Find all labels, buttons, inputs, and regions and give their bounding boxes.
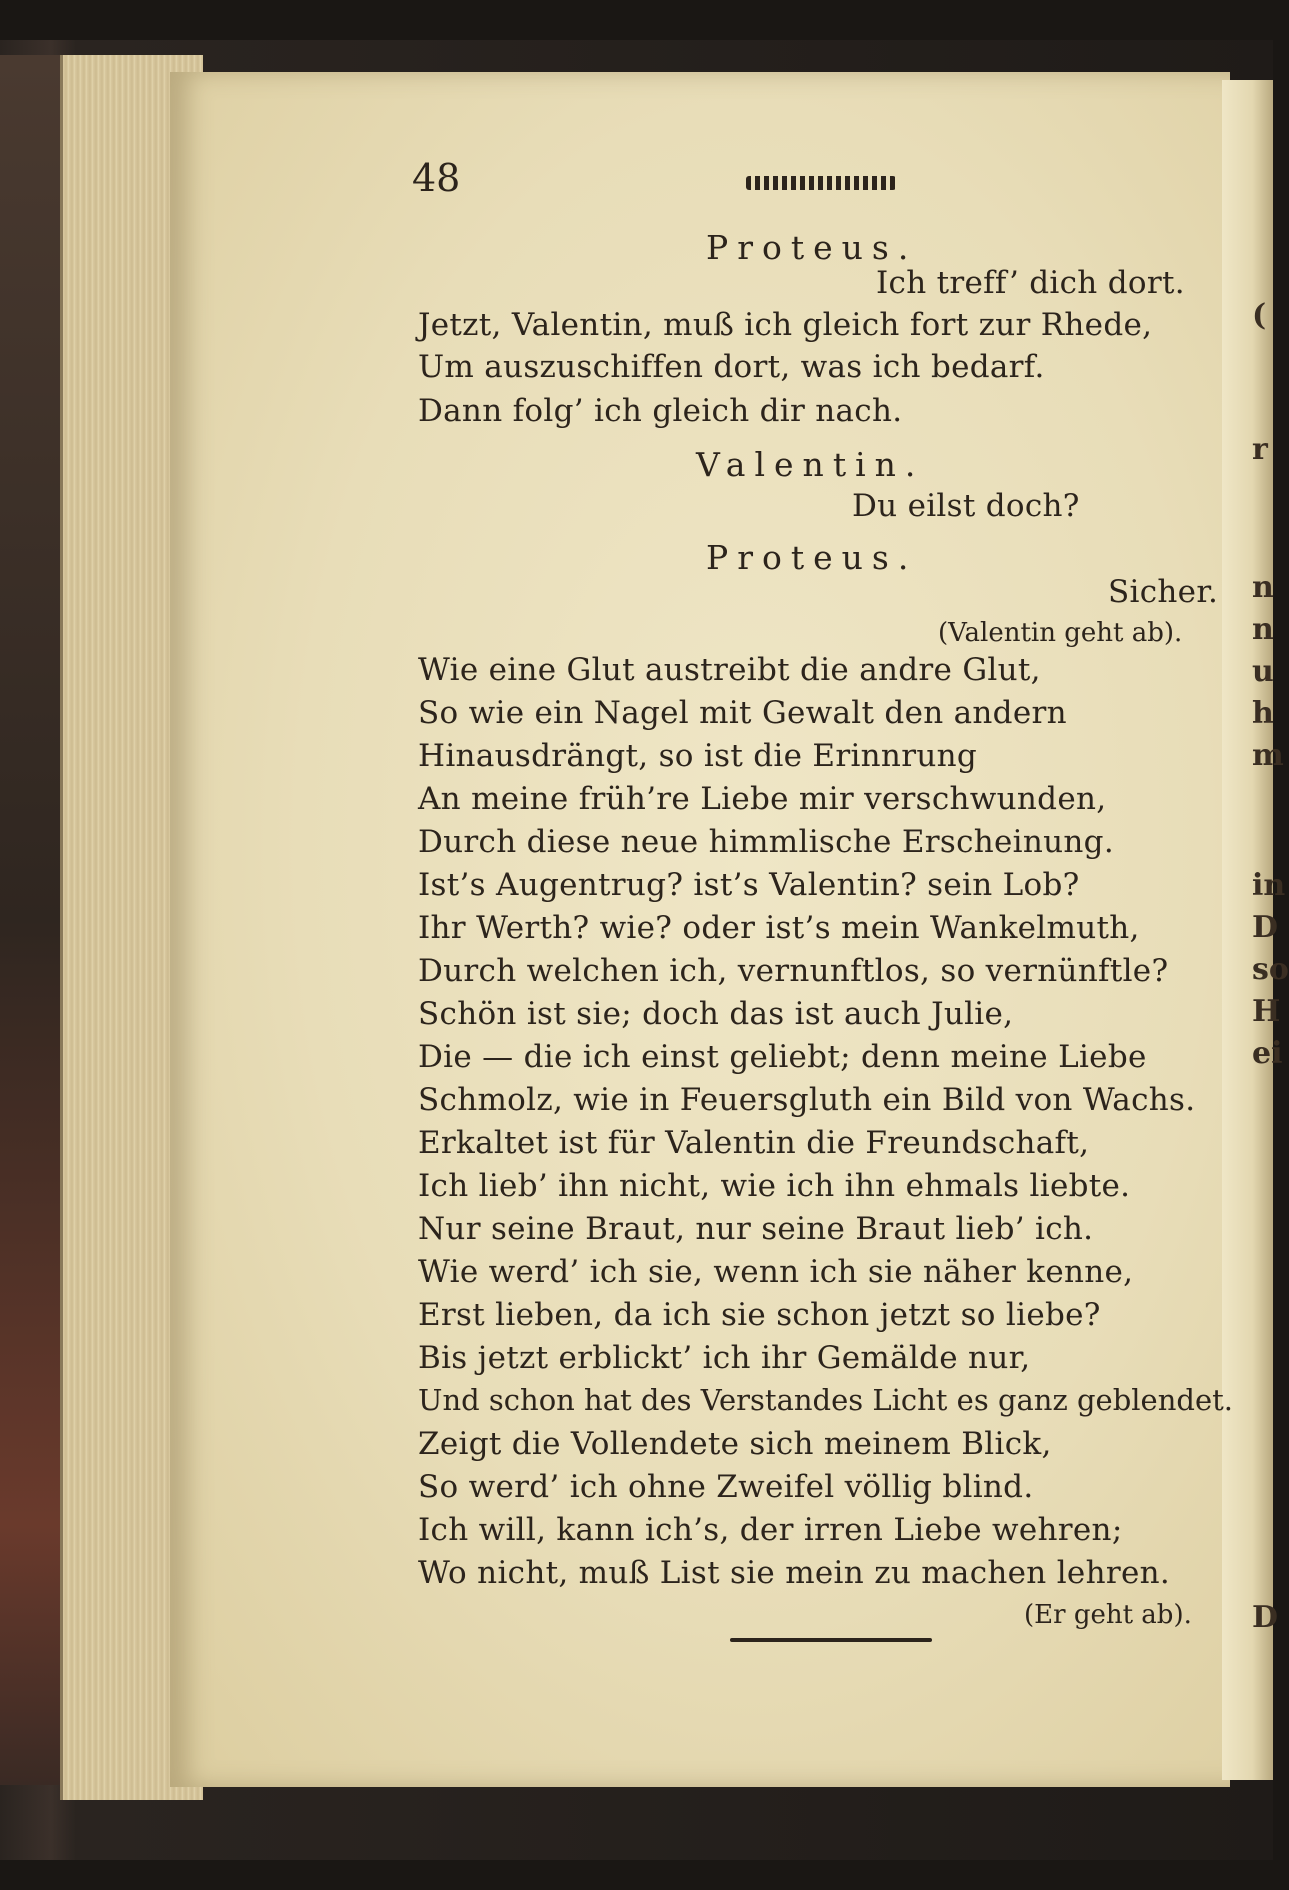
facing-page-letter: r xyxy=(1252,432,1268,467)
verse-line: Dann folg’ ich gleich dir nach. xyxy=(418,393,903,429)
verse-line: Ihr Werth? wie? oder ist’s mein Wankelmuth, xyxy=(418,910,1140,946)
facing-page-letter: H xyxy=(1252,994,1281,1029)
closing-rule xyxy=(730,1638,932,1642)
facing-page-letter: ( xyxy=(1252,298,1267,333)
facing-page-letter: n xyxy=(1252,570,1274,605)
page-number: 48 xyxy=(412,156,461,200)
verse-line: Durch welchen ich, vernunftlos, so vernünftle? xyxy=(418,953,1169,989)
verse-line: Jetzt, Valentin, muß ich gleich fort zur Rhede, xyxy=(418,307,1153,343)
verse-line: Wo nicht, muß List sie mein zu machen lehren. xyxy=(418,1555,1171,1591)
speaker-name: Proteus. xyxy=(706,538,918,577)
verse-line: Nur seine Braut, nur seine Braut lieb’ ich. xyxy=(418,1211,1094,1247)
stage-direction: (Er geht ab). xyxy=(1024,1600,1192,1630)
header-ornament xyxy=(746,176,896,190)
verse-line: Um auszuschiffen dort, was ich bedarf. xyxy=(418,349,1045,385)
verse-line: Zeigt die Vollendete sich meinem Blick, xyxy=(418,1426,1052,1462)
facing-page-letter: n xyxy=(1252,612,1274,647)
verse-line: Bis jetzt erblickt’ ich ihr Gemälde nur, xyxy=(418,1340,1031,1376)
verse-line: An meine früh’re Liebe mir verschwunden, xyxy=(418,781,1107,817)
verse-line: Ich lieb’ ihn nicht, wie ich ihn ehmals liebte. xyxy=(418,1168,1131,1204)
facing-page-letter: m xyxy=(1252,738,1284,773)
verse-line: Hinausdrängt, so ist die Erinnrung xyxy=(418,738,977,774)
verse-line: Sicher. xyxy=(1108,574,1219,610)
facing-page-letter: ei xyxy=(1252,1036,1283,1071)
verse-line: Wie eine Glut austreibt die andre Glut, xyxy=(418,652,1041,688)
speaker-name: Valentin. xyxy=(696,445,925,484)
stage-direction: (Valentin geht ab). xyxy=(938,618,1183,648)
verse-line: Schmolz, wie in Feuersgluth ein Bild von Wachs. xyxy=(418,1082,1196,1118)
speaker-name: Proteus. xyxy=(706,228,918,267)
facing-page-letter: so xyxy=(1252,952,1289,987)
verse-line: So werd’ ich ohne Zweifel völlig blind. xyxy=(418,1469,1034,1505)
book-spine-left xyxy=(0,55,63,1785)
facing-page-letter: D xyxy=(1252,910,1279,945)
verse-line: Du eilst doch? xyxy=(852,488,1080,524)
verse-line: Schön ist sie; doch das ist auch Julie, xyxy=(418,996,1014,1032)
verse-line: Ich treff’ dich dort. xyxy=(876,265,1185,301)
verse-line: Durch diese neue himmlische Erscheinung. xyxy=(418,824,1114,860)
verse-line: Ist’s Augentrug? ist’s Valentin? sein Lob? xyxy=(418,867,1080,903)
facing-page-letter: in xyxy=(1252,868,1286,903)
verse-line: Wie werd’ ich sie, wenn ich sie näher kenne, xyxy=(418,1254,1134,1290)
verse-line: Und schon hat des Verstandes Licht es ganz geblendet. xyxy=(418,1383,1233,1417)
facing-page-letter: u xyxy=(1252,654,1274,689)
verse-line: So wie ein Nagel mit Gewalt den andern xyxy=(418,695,1067,731)
verse-line: Erst lieben, da ich sie schon jetzt so liebe? xyxy=(418,1297,1101,1333)
verse-line: Ich will, kann ich’s, der irren Liebe wehren; xyxy=(418,1512,1123,1548)
verse-line: Die — die ich einst geliebt; denn meine Liebe xyxy=(418,1039,1147,1075)
facing-page-letter: D xyxy=(1252,1600,1279,1635)
facing-page-letter: h xyxy=(1252,696,1274,731)
verse-line: Erkaltet ist für Valentin die Freundschaft, xyxy=(418,1125,1090,1161)
